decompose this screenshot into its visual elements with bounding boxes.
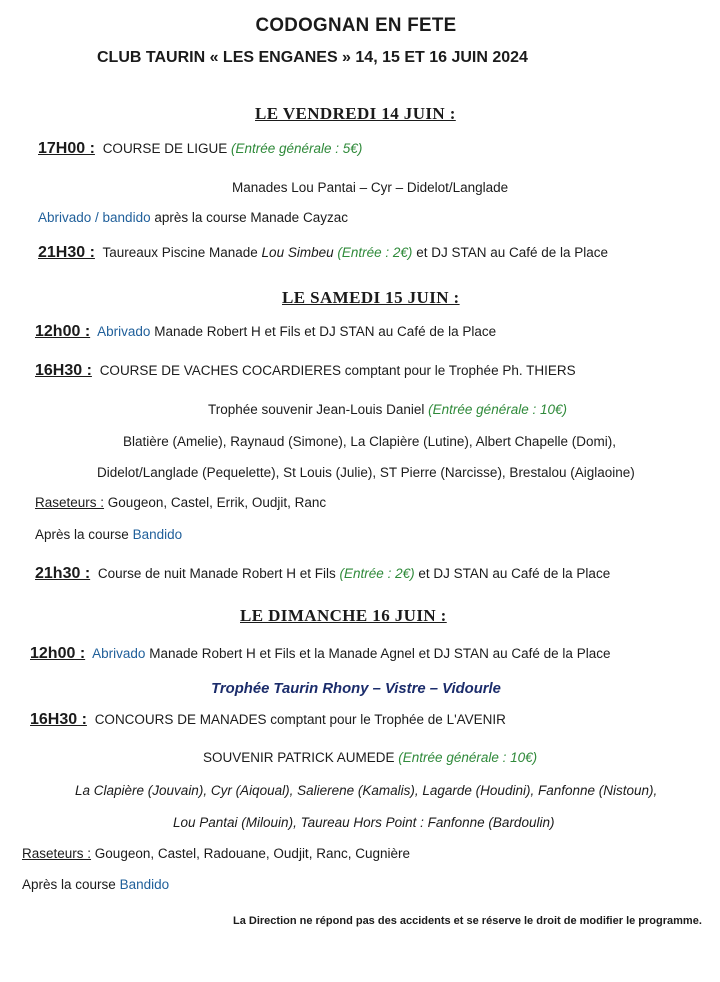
saturday-row-2 — [35, 362, 576, 380]
raseteurs-label: Raseteurs : — [35, 495, 105, 510]
event-text: et DJ STAN au Café de la Place — [418, 566, 611, 581]
sunday-row-3 — [30, 711, 506, 729]
event-text: Lou Pantai (Milouin), Taureau Hors Point : Fanfonne (Bardoulin) — [173, 815, 555, 830]
manade-name: Lou Simbeu — [261, 245, 334, 260]
event-highlight: Bandido — [132, 527, 183, 542]
sunday-row-5 — [75, 783, 657, 798]
footer-disclaimer: La Direction ne répond pas des accidents et se réserve le droit de modifier le programme. — [233, 915, 702, 927]
time-label: 12h00 : — [30, 645, 86, 662]
saturday-row-4 — [123, 434, 616, 449]
event-text: après la course Manade Cayzac — [154, 210, 348, 225]
sunday-row-2: Trophée Taurin Rhony – Vistre – Vidourle — [211, 680, 501, 697]
time-label: 17H00 : — [38, 140, 95, 157]
page-subtitle: CLUB TAURIN « LES ENGANES » 14, 15 ET 16 JUIN 2024 — [97, 49, 528, 66]
friday-row-3 — [38, 210, 348, 225]
saturday-row-7 — [35, 527, 182, 542]
time-label: 16H30 : — [30, 711, 87, 728]
sunday-row-6 — [173, 815, 554, 830]
day-heading-saturday: LE SAMEDI 15 JUIN : — [282, 288, 460, 307]
saturday-row-1 — [35, 323, 496, 341]
event-text: Didelot/Langlade (Pequelette), St Louis (Julie), ST Pierre (Narcisse), Brestalou (Aiglaoine) — [97, 465, 635, 480]
event-highlight: Abrivado / bandido — [38, 210, 151, 225]
raseteurs-label: Raseteurs : — [22, 846, 92, 861]
event-text: Course de nuit Manade Robert H et Fils — [97, 566, 336, 581]
saturday-row-8 — [35, 565, 610, 583]
event-text: Manade Robert H et Fils et DJ STAN au Café de la Place — [154, 324, 497, 339]
friday-row-1 — [38, 140, 362, 158]
price-note: (Entrée générale : 5€) — [230, 141, 363, 156]
time-label: 21H30 : — [38, 244, 95, 261]
event-text: CONCOURS DE MANADES comptant pour le Trophée de L'AVENIR — [94, 712, 506, 727]
sunday-row-8 — [22, 877, 169, 892]
saturday-row-6 — [35, 495, 326, 510]
day-heading-friday: LE VENDREDI 14 JUIN : — [255, 104, 456, 123]
event-text: Taureaux Piscine Manade — [102, 245, 258, 260]
event-text: Trophée souvenir Jean-Louis Daniel — [208, 402, 425, 417]
event-text: Après la course — [22, 877, 116, 892]
event-highlight: Abrivado — [92, 646, 146, 661]
event-highlight: Bandido — [119, 877, 170, 892]
time-label: 12h00 : — [35, 323, 91, 340]
price-note: (Entrée générale : 10€) — [428, 402, 567, 417]
time-label: 16H30 : — [35, 362, 92, 379]
page-title: CODOGNAN EN FETE — [255, 15, 457, 36]
event-text: Gougeon, Castel, Radouane, Oudjit, Ranc, Cugnière — [94, 846, 410, 861]
price-note: (Entrée générale : 10€) — [398, 750, 538, 765]
event-highlight: Abrivado — [97, 324, 151, 339]
event-text: Gougeon, Castel, Errik, Oudjit, Ranc — [107, 495, 327, 510]
event-text: Manades Lou Pantai – Cyr – Didelot/Langlade — [232, 180, 509, 195]
saturday-row-5 — [97, 465, 635, 480]
price-note: (Entrée : 2€) — [339, 566, 415, 581]
sunday-row-4 — [203, 750, 537, 765]
event-text: COURSE DE LIGUE — [102, 141, 228, 156]
friday-row-4 — [38, 244, 608, 262]
event-text: Après la course — [35, 527, 129, 542]
friday-row-2 — [232, 180, 508, 195]
event-text: et DJ STAN au Café de la Place — [416, 245, 609, 260]
day-heading-sunday: LE DIMANCHE 16 JUIN : — [240, 606, 447, 625]
sunday-row-1 — [30, 645, 610, 663]
event-text: Blatière (Amelie), Raynaud (Simone), La Clapière (Lutine), Albert Chapelle (Domi), — [123, 434, 616, 449]
event-text: Manade Robert H et Fils et la Manade Agnel et DJ STAN au Café de la Place — [149, 646, 611, 661]
event-text: SOUVENIR PATRICK AUMEDE — [203, 750, 395, 765]
sunday-row-7 — [22, 846, 410, 861]
saturday-row-3 — [208, 402, 567, 417]
event-text: COURSE DE VACHES COCARDIERES comptant pour le Trophée Ph. THIERS — [99, 363, 576, 378]
price-note: (Entrée : 2€) — [337, 245, 413, 260]
event-text: La Clapière (Jouvain), Cyr (Aiqoual), Salierene (Kamalis), Lagarde (Houdini), Fanfonne (Nistoun), — [75, 783, 658, 798]
time-label: 21h30 : — [35, 565, 91, 582]
